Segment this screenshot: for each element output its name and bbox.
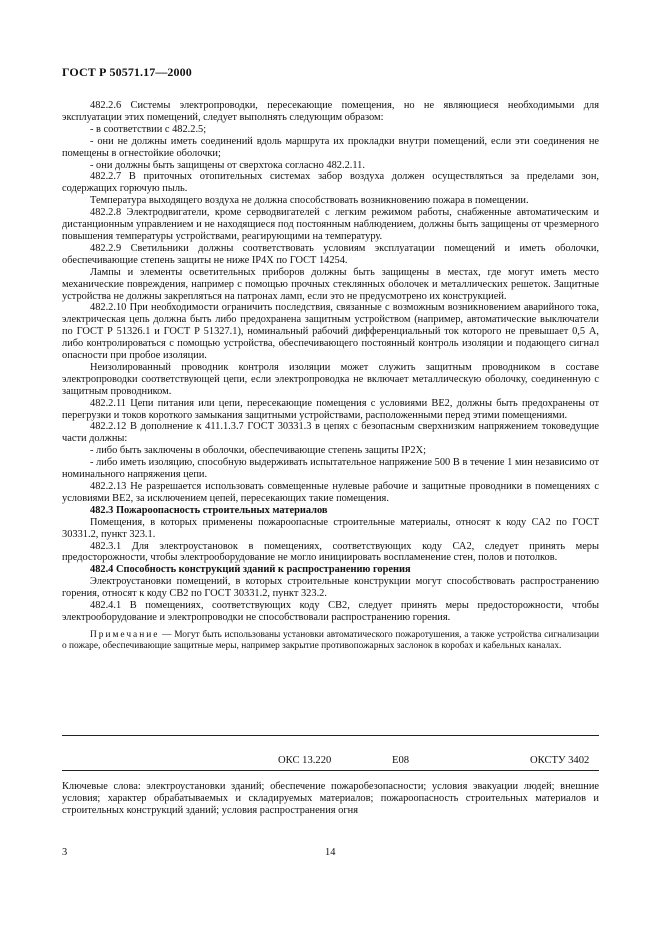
paragraph: Электроустановки помещений, в которых строительные конструкции могут способствовать распространению горения, относят к коду СВ2 по ГОСТ 30331.2, пункт 323.2. <box>62 576 599 600</box>
paragraph: 482.2.9 Светильники должны соответствовать условиям эксплуатации помещений и иметь оболочки, обеспечивающие степень защиты не ниже IP4X по ГОСТ 14254. <box>62 242 599 266</box>
paragraph: 482.2.12 В дополнение к 411.1.3.7 ГОСТ 30331.3 в цепях с безопасным сверхнизким напряжением токоведущие части должны: <box>62 421 599 445</box>
paragraph: 482.2.6 Системы электропроводки, пересекающие помещения, но не являющиеся необходимыми для эксплуатации этих помещений, следует выполнять следующим образом: <box>62 100 599 123</box>
paragraph: 482.2.7 В приточных отопительных системах забор воздуха должен осуществляться за пределами зон, содержащих горючую пыль. <box>62 171 599 195</box>
paragraph: 482.4.1 В помещениях, соответствующих коду СВ2, следует принять меры предосторожности, чтобы электрооборудование и электропроводки не способствовали распространению горения. <box>62 600 599 623</box>
okstu-code: ОКСТУ 3402 <box>530 755 590 766</box>
paragraph: 482.2.8 Электродвигатели, кроме серводвигателей с легким режимом работы, снабженные автоматическим и дистанционным управлением и не находящиеся под постоянным наблюдением, должны быть защищены от чрезмерного повышения температуры устройствами, реагирующими на температуру. <box>62 207 599 242</box>
divider-top <box>62 735 599 736</box>
divider-bottom <box>62 770 599 771</box>
document-header: ГОСТ Р 50571.17—2000 <box>62 65 192 79</box>
paragraph: 482.2.11 Цепи питания или цепи, пересекающие помещения с условиями BE2, должны быть предохранены от перегрузки и токов короткого замыкания защитными устройствами, расположенными перед этими помещениями. <box>62 397 599 421</box>
paragraph: Неизолированный проводник контроля изоляции может служить защитным проводником в составе электропроводки соответствующей цепи, если электропроводка не включает металлическую оболочку, соединенную с защитным проводником. <box>62 361 599 397</box>
paragraph: - либо иметь изоляцию, способную выдерживать испытательное напряжение 500 В в течение 1 мин независимо от номинального напряжения цепи. <box>62 457 599 481</box>
paragraph: 482.3.1 Для электроустановок в помещениях, соответствующих коду СА2, следует принять меры предосторожности, чтобы электрооборудование не могло инициировать воспламенение стен, полов и потолков. <box>62 540 599 564</box>
paragraph: 482.2.10 При необходимости ограничить последствия, связанные с возможным возникновением аварийного тока, электрическая цепь должна быть либо предохранена защитным устройством (например, автоматические выключатели по ГОСТ Р 51326.1 и ГОСТ Р 51327.1), номинальный рабочий дифференциальный ток которого не превышает 0,5 А, либо контролироваться с помощью устройства, обеспечивающего постоянный контроль изоляции и подающего сигнал опасности при пробое изоляции. <box>62 302 599 362</box>
note-text: — Могут быть использованы установки автоматического пожаротушения, а также устройства сигнализации о пожаре, обеспечивающие защитные меры, например закрытие противопожарных заслонок в коробах и кабельных каналах. <box>62 629 599 651</box>
document-body <box>62 100 599 652</box>
paragraph: - они должны быть защищены от сверхтока согласно 482.2.11. <box>90 159 365 171</box>
e-code: Е08 <box>392 755 410 766</box>
page-number: 14 <box>325 847 336 858</box>
keywords: Ключевые слова: электроустановки зданий; обеспечение пожаробезопасности; условия эвакуации людей; внешние условия; характер обрабатываемых и складируемых материалов; пожароопасность строительных материалов и строительных конструкций зданий; условия распространения огня <box>62 781 599 816</box>
paragraph: Лампы и элементы осветительных приборов должны быть защищены в местах, где могут иметь место механические повреждения, например с помощью прочных стеклянных оболочек и металлических решеток. Защитные устройства не должны закрепляться на патронах ламп, если это не предусмотрено их конструкцией. <box>62 266 599 302</box>
paragraph: - в соответствии с 482.2.5; <box>90 123 207 135</box>
note-label: Примечание <box>90 629 160 640</box>
oks-code: ОКС 13.220 <box>278 755 332 766</box>
section-heading: 482.4 Способность конструкций зданий к распространению горения <box>90 564 411 576</box>
paragraph: - либо быть заключены в оболочки, обеспечивающие степень защиты IP2X; <box>90 445 427 457</box>
paragraph: Температура выходящего воздуха не должна способствовать возникновению пожара в помещении. <box>90 195 529 207</box>
footer-left-number: 3 <box>62 847 68 858</box>
paragraph: - они не должны иметь соединений вдоль маршрута их прокладки внутри помещений, если эти соединения не помещены в огнестойкие оболочки; <box>62 135 599 159</box>
paragraph: Помещения, в которых применены пожароопасные строительные материалы, относят к коду СА2 по ГОСТ 30331.2, пункт 323.1. <box>62 516 599 540</box>
section-heading: 482.3 Пожароопасность строительных материалов <box>90 504 328 516</box>
note <box>62 630 599 652</box>
paragraph: 482.2.13 Не разрешается использовать совмещенные нулевые рабочие и защитные проводники в помещениях с условиями BE2, за исключением цепей, пересекающих такие помещения. <box>62 481 599 504</box>
